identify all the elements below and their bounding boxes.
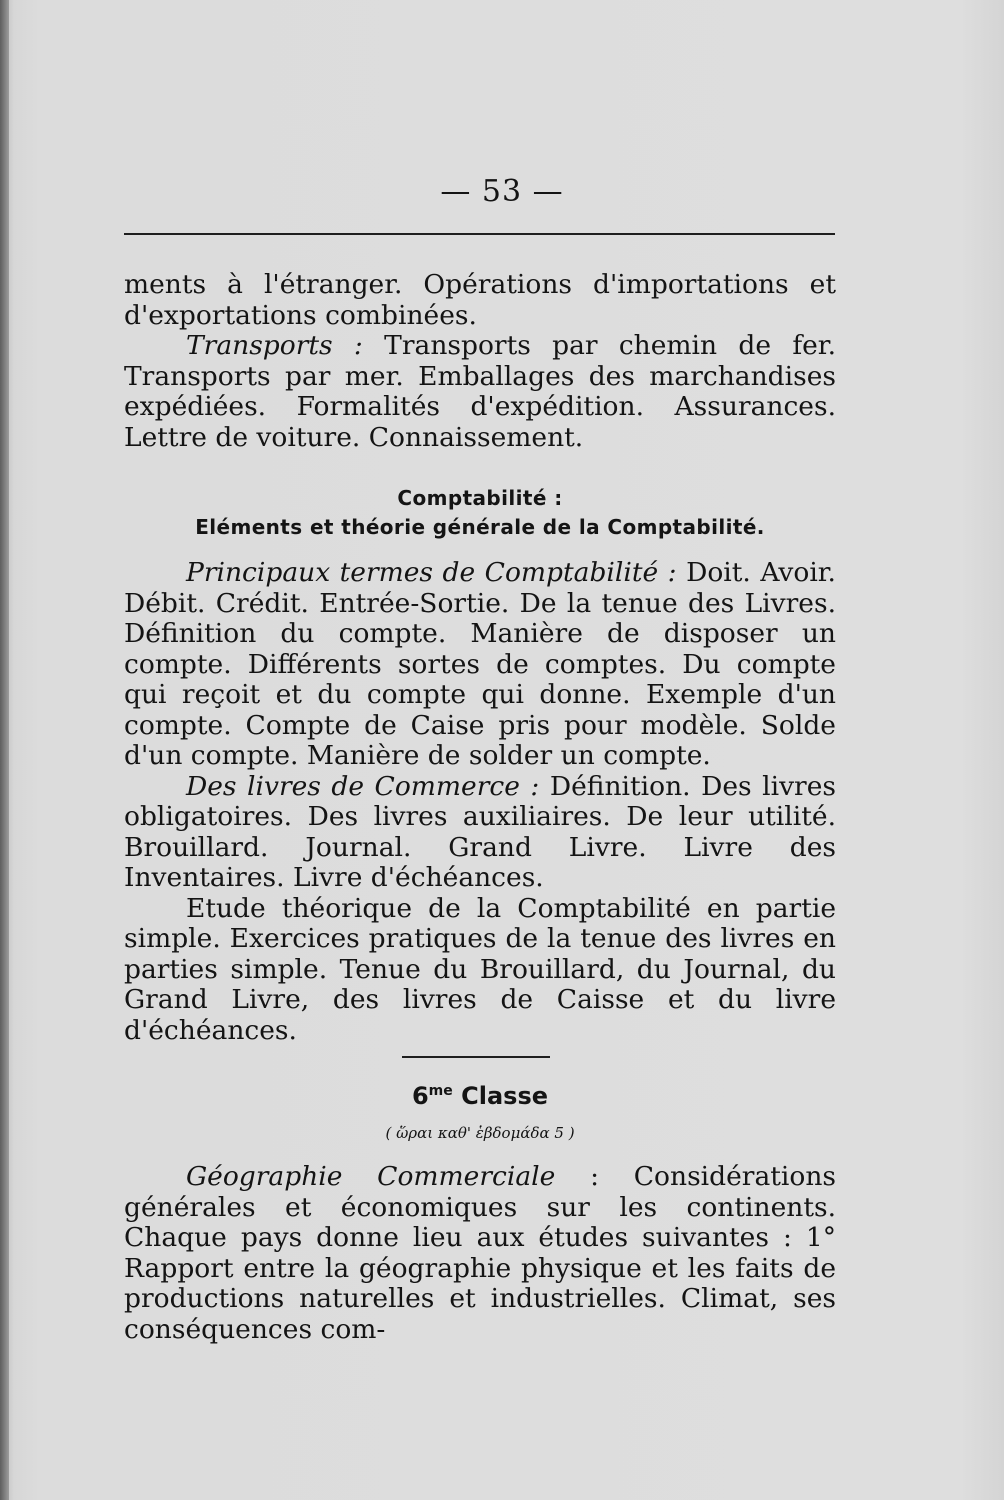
livres-paragraph [124,772,836,894]
section-title: Comptabilité : [397,486,563,510]
page-number: — 53 — [440,174,564,209]
geographie-text: : Considérations générales et économiques sur les continents. Chaque pays donne lieu aux études suivantes : 1° Rapport entre la géographie physique et les faits de productions naturelles et industrielles. Climat, ses conséquences com- [124,1161,836,1345]
class-word: Classe [461,1082,549,1110]
class-number: 6 [411,1082,429,1110]
geographie-paragraph [124,1162,836,1345]
text-block-bottom [124,1162,836,1345]
livres-label: Des livres de Commerce : [186,770,540,802]
etude-paragraph: Etude théorique de la Comptabilité en partie simple. Exercices pratiques de la tenue des livres en parties simple. Tenue du Brouillard, du Journal, du Grand Livre, des livres de Caisse et du livre d'échéances. [124,892,836,1046]
text-block-middle [124,558,836,1046]
class-heading [124,1082,836,1110]
geographie-label: Géographie Commerciale [186,1161,556,1192]
transports-label: Transports : [186,330,363,361]
text-block-top [124,270,836,453]
section-divider [402,1056,550,1058]
weekly-hours-note: ( ὥραι καθ' ἑβδομάδα 5 ) [385,1124,575,1142]
continuation-paragraph: ments à l'étranger. Opérations d'importations et d'exportations combinées. [124,269,836,331]
principaux-paragraph [124,558,836,772]
book-spine-shadow [0,0,9,1500]
class-suffix: me [428,1083,453,1099]
livres-text: Définition. Des livres obligatoires. Des livres auxiliaires. De leur utilité. Brouillard. Journal. Grand Livre. Livre des Inventaires. Livre d'échéances. [124,770,836,893]
principaux-label: Principaux termes de Comptabilité : [186,557,677,588]
section-subtitle: Eléments et théorie générale de la Comptabilité. [195,515,765,539]
principaux-text: Doit. Avoir. Débit. Crédit. Entrée-Sortie. De la tenue des Livres. Définition du compte. Manière de disposer un compte. Différents sortes de comptes. Du compte qui reçoit et du compte qui donne. Exemple d'un compte. Compte de Caise pris pour modèle. Solde d'un compte. Manière de solder un compte. [124,557,836,771]
header-rule [124,233,835,235]
transports-text: Transports par chemin de fer. Transports par mer. Emballages des marchandises expédiées. Formalités d'expédition. Assurances. Lettre de voiture. Connaissement. [124,330,836,453]
transports-paragraph [124,331,836,453]
